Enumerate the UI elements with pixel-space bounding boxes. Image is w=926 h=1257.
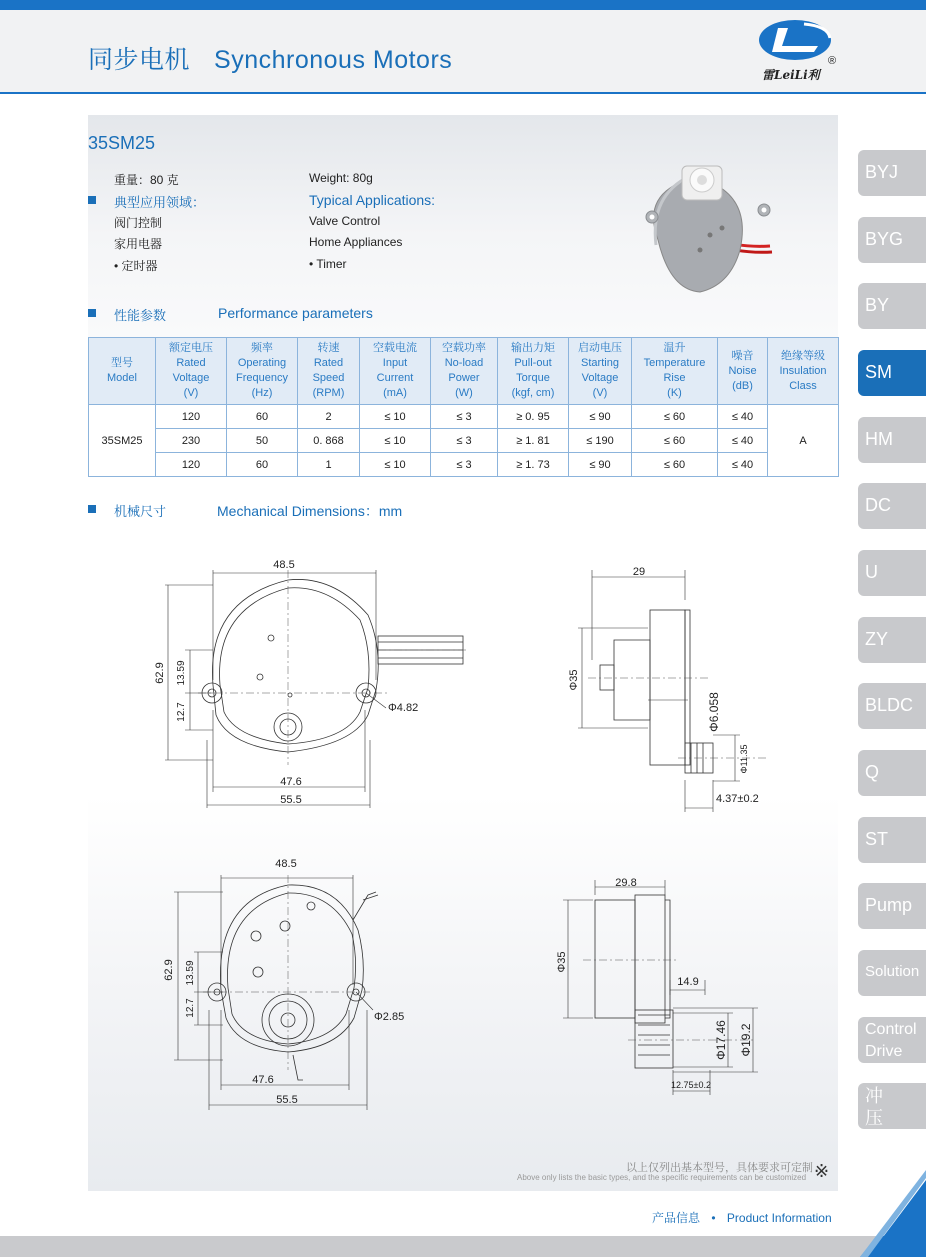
table-row (89, 429, 839, 453)
table-cell: ≤ 60 (632, 453, 718, 477)
tab-sm[interactable]: SM (858, 350, 926, 396)
top-bar (0, 0, 926, 10)
mechanical-title-cn: 机械尺寸 (114, 504, 167, 519)
table-cell: 230 (156, 429, 227, 453)
table-cell: 60 (227, 405, 298, 429)
tab-hm[interactable]: HM (858, 417, 926, 463)
header-frequency: 频率 Operating Frequency (Hz) (227, 338, 298, 405)
dim-label: 62.9 (154, 662, 166, 684)
tab-control-drive[interactable]: Control Drive (858, 1017, 926, 1063)
tab-dc[interactable]: DC (858, 483, 926, 529)
table-cell: ≤ 10 (360, 453, 431, 477)
performance-title-en: Performance parameters (218, 305, 373, 321)
tab-stamping[interactable]: 冲压件 (858, 1083, 926, 1129)
note-en: Above only lists the basic types, and the specific requirements can be customized (517, 1173, 807, 1182)
model-title: 35SM25 (88, 133, 156, 153)
tab-q[interactable]: Q (858, 750, 926, 796)
dim-label: 13.59 (176, 660, 187, 686)
header-temperature: 温升 Temperature Rise (K) (632, 338, 718, 405)
mechanical-drawing (88, 540, 838, 1140)
table-cell: 50 (227, 429, 298, 453)
registered-mark: ® (828, 55, 837, 67)
performance-title-cn: 性能参数 (114, 308, 167, 323)
table-cell: 60 (227, 453, 298, 477)
title-cn: 同步电机 (88, 46, 191, 74)
table-cell: ≤ 10 (360, 405, 431, 429)
bullet-square-icon (88, 505, 96, 513)
dim-label: Φ35 (568, 669, 580, 691)
dim-label: 55.5 (276, 1094, 298, 1106)
dim-label: 12.75±0.2 (671, 1080, 711, 1090)
insulation-cell: A (768, 405, 839, 477)
dim-label: 47.6 (280, 776, 302, 788)
table-header-row (89, 338, 839, 405)
dim-label: 55.5 (280, 794, 302, 806)
footer-accent (0, 1236, 926, 1257)
table-cell: 120 (156, 405, 227, 429)
dim-label: Φ2.85 (374, 1011, 405, 1023)
header-voltage: 额定电压 Rated Voltage (V) (156, 338, 227, 405)
footer-en: Product Information (726, 1211, 832, 1225)
footer-cn: 产品信息 (652, 1211, 701, 1225)
dim-label: Φ17.46 (714, 1020, 728, 1060)
app2-en: Home Appliances (309, 235, 403, 249)
dim-label: Φ11.35 (739, 744, 749, 774)
tab-bldc[interactable]: BLDC (858, 683, 926, 729)
bullet-square-icon (88, 309, 96, 317)
dim-label: 13.59 (185, 960, 196, 986)
footer-dot: • (711, 1211, 716, 1225)
app1-en: Valve Control (309, 214, 381, 228)
tab-solution[interactable]: Solution (858, 950, 926, 996)
table-cell: ≤ 60 (632, 429, 718, 453)
table-cell: ≥ 0. 95 (498, 405, 569, 429)
dim-label: 62.9 (163, 959, 175, 981)
header-speed: 转速 Rated Speed (RPM) (298, 338, 360, 405)
logo-text: 雷LeiLi利 (762, 68, 820, 82)
header-starting-voltage: 启动电压 Starting Voltage (V) (569, 338, 632, 405)
table-cell: ≤ 3 (431, 429, 498, 453)
tab-byj[interactable]: BYJ (858, 150, 926, 196)
app1-cn: 阀门控制 (114, 216, 163, 230)
table-cell: 1 (298, 453, 360, 477)
app3-en: • Timer (309, 257, 347, 271)
table-cell: ≤ 190 (569, 429, 632, 453)
dim-label: 12.7 (185, 998, 196, 1018)
table-cell: ≤ 40 (718, 405, 768, 429)
tab-u[interactable]: U (858, 550, 926, 596)
title-en: Synchronous Motors (214, 46, 453, 74)
header-model: 型号 Model (89, 338, 156, 405)
applications-en: Typical Applications: (309, 192, 436, 208)
header-divider (0, 92, 926, 94)
tab-zy[interactable]: ZY (858, 617, 926, 663)
mechanical-title-en: Mechanical Dimensions：mm (217, 503, 403, 519)
table-cell: ≤ 90 (569, 405, 632, 429)
note-mark: ※ (814, 1161, 830, 1181)
dim-label: 48.5 (275, 858, 297, 870)
page-title (88, 40, 452, 76)
dim-label: Φ35 (556, 951, 568, 973)
weight-cn: 重量：80 克 (114, 173, 179, 187)
dim-label: 47.6 (252, 1074, 274, 1086)
corner-accent (840, 1160, 926, 1257)
table-cell: ≤ 3 (431, 405, 498, 429)
dim-label: 29 (632, 566, 646, 578)
app2-cn: 家用电器 (114, 237, 163, 251)
weight-en: Weight: 80g (309, 171, 373, 185)
app3-cn: • 定时器 (114, 259, 158, 273)
header-power: 空载功率 No-load Power (W) (431, 338, 498, 405)
motor-photo (600, 150, 780, 300)
model-cell: 35SM25 (89, 405, 156, 477)
header-current: 空载电流 Input Current (mA) (360, 338, 431, 405)
table-cell: ≤ 40 (718, 453, 768, 477)
table-cell: ≥ 1. 81 (498, 429, 569, 453)
header-torque: 输出力矩 Pull-out Torque (kgf, cm) (498, 338, 569, 405)
tab-pump[interactable]: Pump (858, 883, 926, 929)
dim-label: 4.37±0.2 (716, 793, 759, 805)
dim-label: Φ6.058 (707, 692, 721, 732)
table-cell: ≤ 60 (632, 405, 718, 429)
bullet-square-icon (88, 196, 96, 204)
dim-label: 48.5 (273, 559, 295, 571)
table-cell: ≤ 40 (718, 429, 768, 453)
header-insulation: 绝缘等级 Insulation Class (768, 338, 839, 405)
dim-label: Φ19.2 (739, 1023, 753, 1057)
dim-label: 14.9 (677, 976, 699, 988)
note-cn: 以上仅列出基本型号，具体要求可定制 (626, 1162, 813, 1174)
performance-table (88, 337, 839, 477)
header-noise: 噪音 Noise (dB) (718, 338, 768, 405)
dim-label: 29.8 (615, 877, 637, 889)
table-cell: ≤ 90 (569, 453, 632, 477)
table-cell: ≤ 3 (431, 453, 498, 477)
table-cell: 120 (156, 453, 227, 477)
table-cell: ≤ 10 (360, 429, 431, 453)
dim-label: Φ4.82 (388, 702, 419, 714)
footer-label (652, 1209, 832, 1226)
table-cell: ≥ 1. 73 (498, 453, 569, 477)
applications-cn: 典型应用领域： (114, 195, 206, 210)
tab-byg[interactable]: BYG (858, 217, 926, 263)
table-cell: 0. 868 (298, 429, 360, 453)
tab-st[interactable]: ST (858, 817, 926, 863)
table-row (89, 453, 839, 477)
table-cell: 2 (298, 405, 360, 429)
table-row (89, 405, 839, 429)
dim-label: 12.7 (176, 702, 187, 722)
tab-by[interactable]: BY (858, 283, 926, 329)
